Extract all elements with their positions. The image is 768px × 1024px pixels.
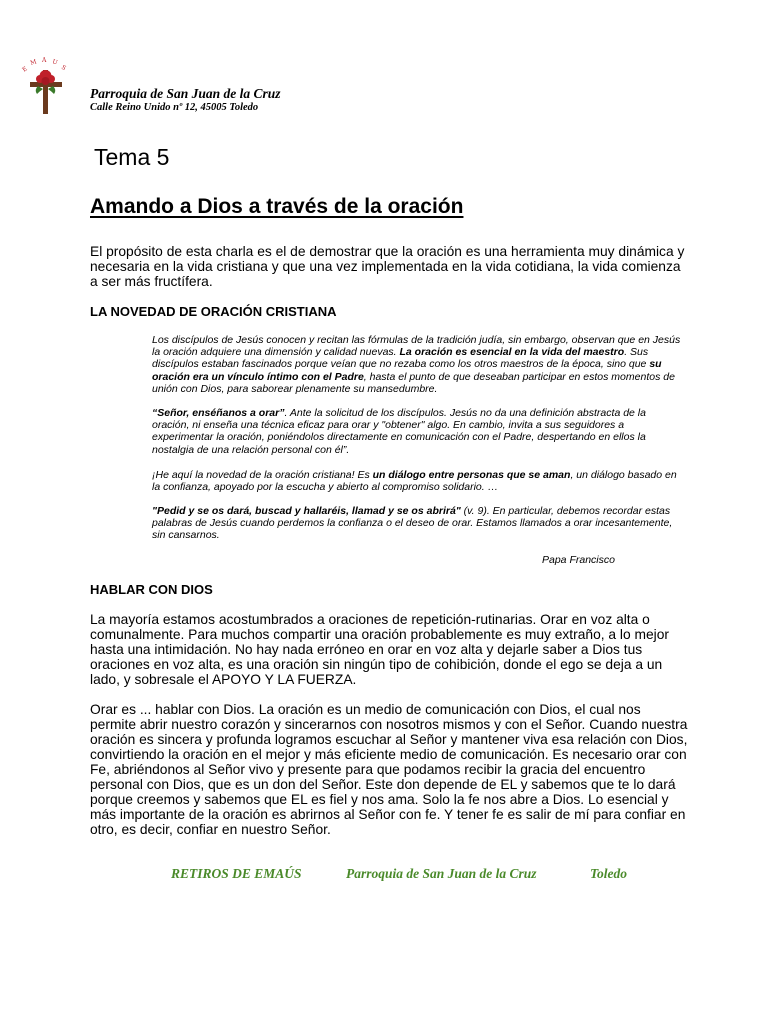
quote-paragraph-1: Los discípulos de Jesús conocen y recitan las fórmulas de la tradición judía, sin embargo, observan que en Jesús la oración adquiere una dimensión y calidad nuevas. La oración es esencial en la vida del maestro. Sus discípulos estaban fascinados porque veían que no rezaba como los otros maestros de la época, sino que su oración era un vínculo íntimo con el Padre, hasta el punto de que deseaban participar en estos momentos de unión con Dios, para saborear plenamente su mansedumbre.: [152, 334, 681, 395]
footer-retiros: RETIROS DE EMAÚS: [171, 866, 302, 881]
parish-address: Calle Reino Unido nº 12, 45005 Toledo: [90, 102, 259, 113]
quote-paragraph-4: "Pedid y se os dará, buscad y hallaréis, llamad y se os abrirá" (v. 9). En particular, debemos recordar estas palabras de Jesús cuando perdemos la confianza o el deseo de orar. Estamos llamados a orar incesantemente, sin cansarnos.: [152, 505, 673, 542]
quote-author: Papa Francisco: [542, 554, 615, 566]
quote-paragraph-3: ¡He aquí la novedad de la oración cristiana! Es un diálogo entre personas que se aman, un diálogo basado en la confianza, apoyado por la escucha y abierto al compromiso solidario. …: [152, 469, 677, 494]
intro-paragraph: El propósito de esta charla es el de demostrar que la oración es una herramienta muy dinámica y necesaria en la vida cristiana y que una vez implementada en la vida cotidiana, la vida comienza a ser más fructífera.: [90, 244, 685, 289]
quote-paragraph-2: “Señor, enséñanos a orar”. Ante la solicitud de los discípulos. Jesús no da una definición abstracta de la oración, ni enseña una técnica eficaz para orar y "obtener" algo. En cambio, invita a sus seguidores a experimentar la oración, poniéndolos directamente en comunicación con el Padre, despertando en ellos la nostalgia de una relación personal con él”.: [152, 407, 646, 456]
emaus-logo: [16, 56, 78, 118]
svg-text:S: S: [59, 63, 68, 73]
section-heading-hablar: HABLAR CON DIOS: [90, 582, 213, 597]
svg-text:A: A: [42, 57, 47, 64]
svg-text:E: E: [21, 65, 29, 74]
parish-header: [90, 86, 281, 114]
footer-parish: Parroquia de San Juan de la Cruz: [346, 866, 537, 881]
body-paragraph-1: La mayoría estamos acostumbrados a oraciones de repetición-rutinarias. Orar en voz alta o comunalmente. Para muchos compartir una oración probablemente es muy extraño, a lo mejor hasta una intimidación. No hay nada erróneo en orar en voz alta y dejarle saber a Dios tus oraciones en voz alta, es una oración sin ningún tipo de cohibición, donde el ego se deja a un lado, y sobresale el APOYO Y LA FUERZA.: [90, 612, 669, 687]
page-title: Amando a Dios a través de la oración: [90, 195, 464, 218]
svg-text:U: U: [51, 58, 59, 67]
footer-city: Toledo: [590, 866, 627, 881]
parish-name: Parroquia de San Juan de la Cruz: [90, 86, 281, 101]
body-paragraph-2: Orar es ... hablar con Dios. La oración es un medio de comunicación con Dios, el cual nos permite abrir nuestro corazón y sincerarnos con nosotros mismos y con el Señor. Cuando nuestra oración es sincera y profunda logramos escuchar al Señor y mantener viva esa relación con Dios, convirtiendo la oración en el mejor y más eficiente medio de comunicación. Es necesario orar con Fe, abriéndonos al Señor vivo y presente para que podamos recibir la gracia del encuentro personal con Dios, que es un don del Señor. Este don depende de EL y sabemos que te lo dará porque creemos y sabemos que EL es fiel y nos ama. Solo la fe nos abre a Dios. Lo esencial y más importante de la oración es abrirnos al Señor con fe. Y tener fe es salir de mí para confiar en otro, es decir, confiar en nuestro Señor.: [90, 702, 688, 837]
tema-label: Tema 5: [94, 144, 170, 170]
section-heading-novedad: LA NOVEDAD DE ORACIÓN CRISTIANA: [90, 304, 337, 319]
svg-text:M: M: [29, 58, 38, 67]
